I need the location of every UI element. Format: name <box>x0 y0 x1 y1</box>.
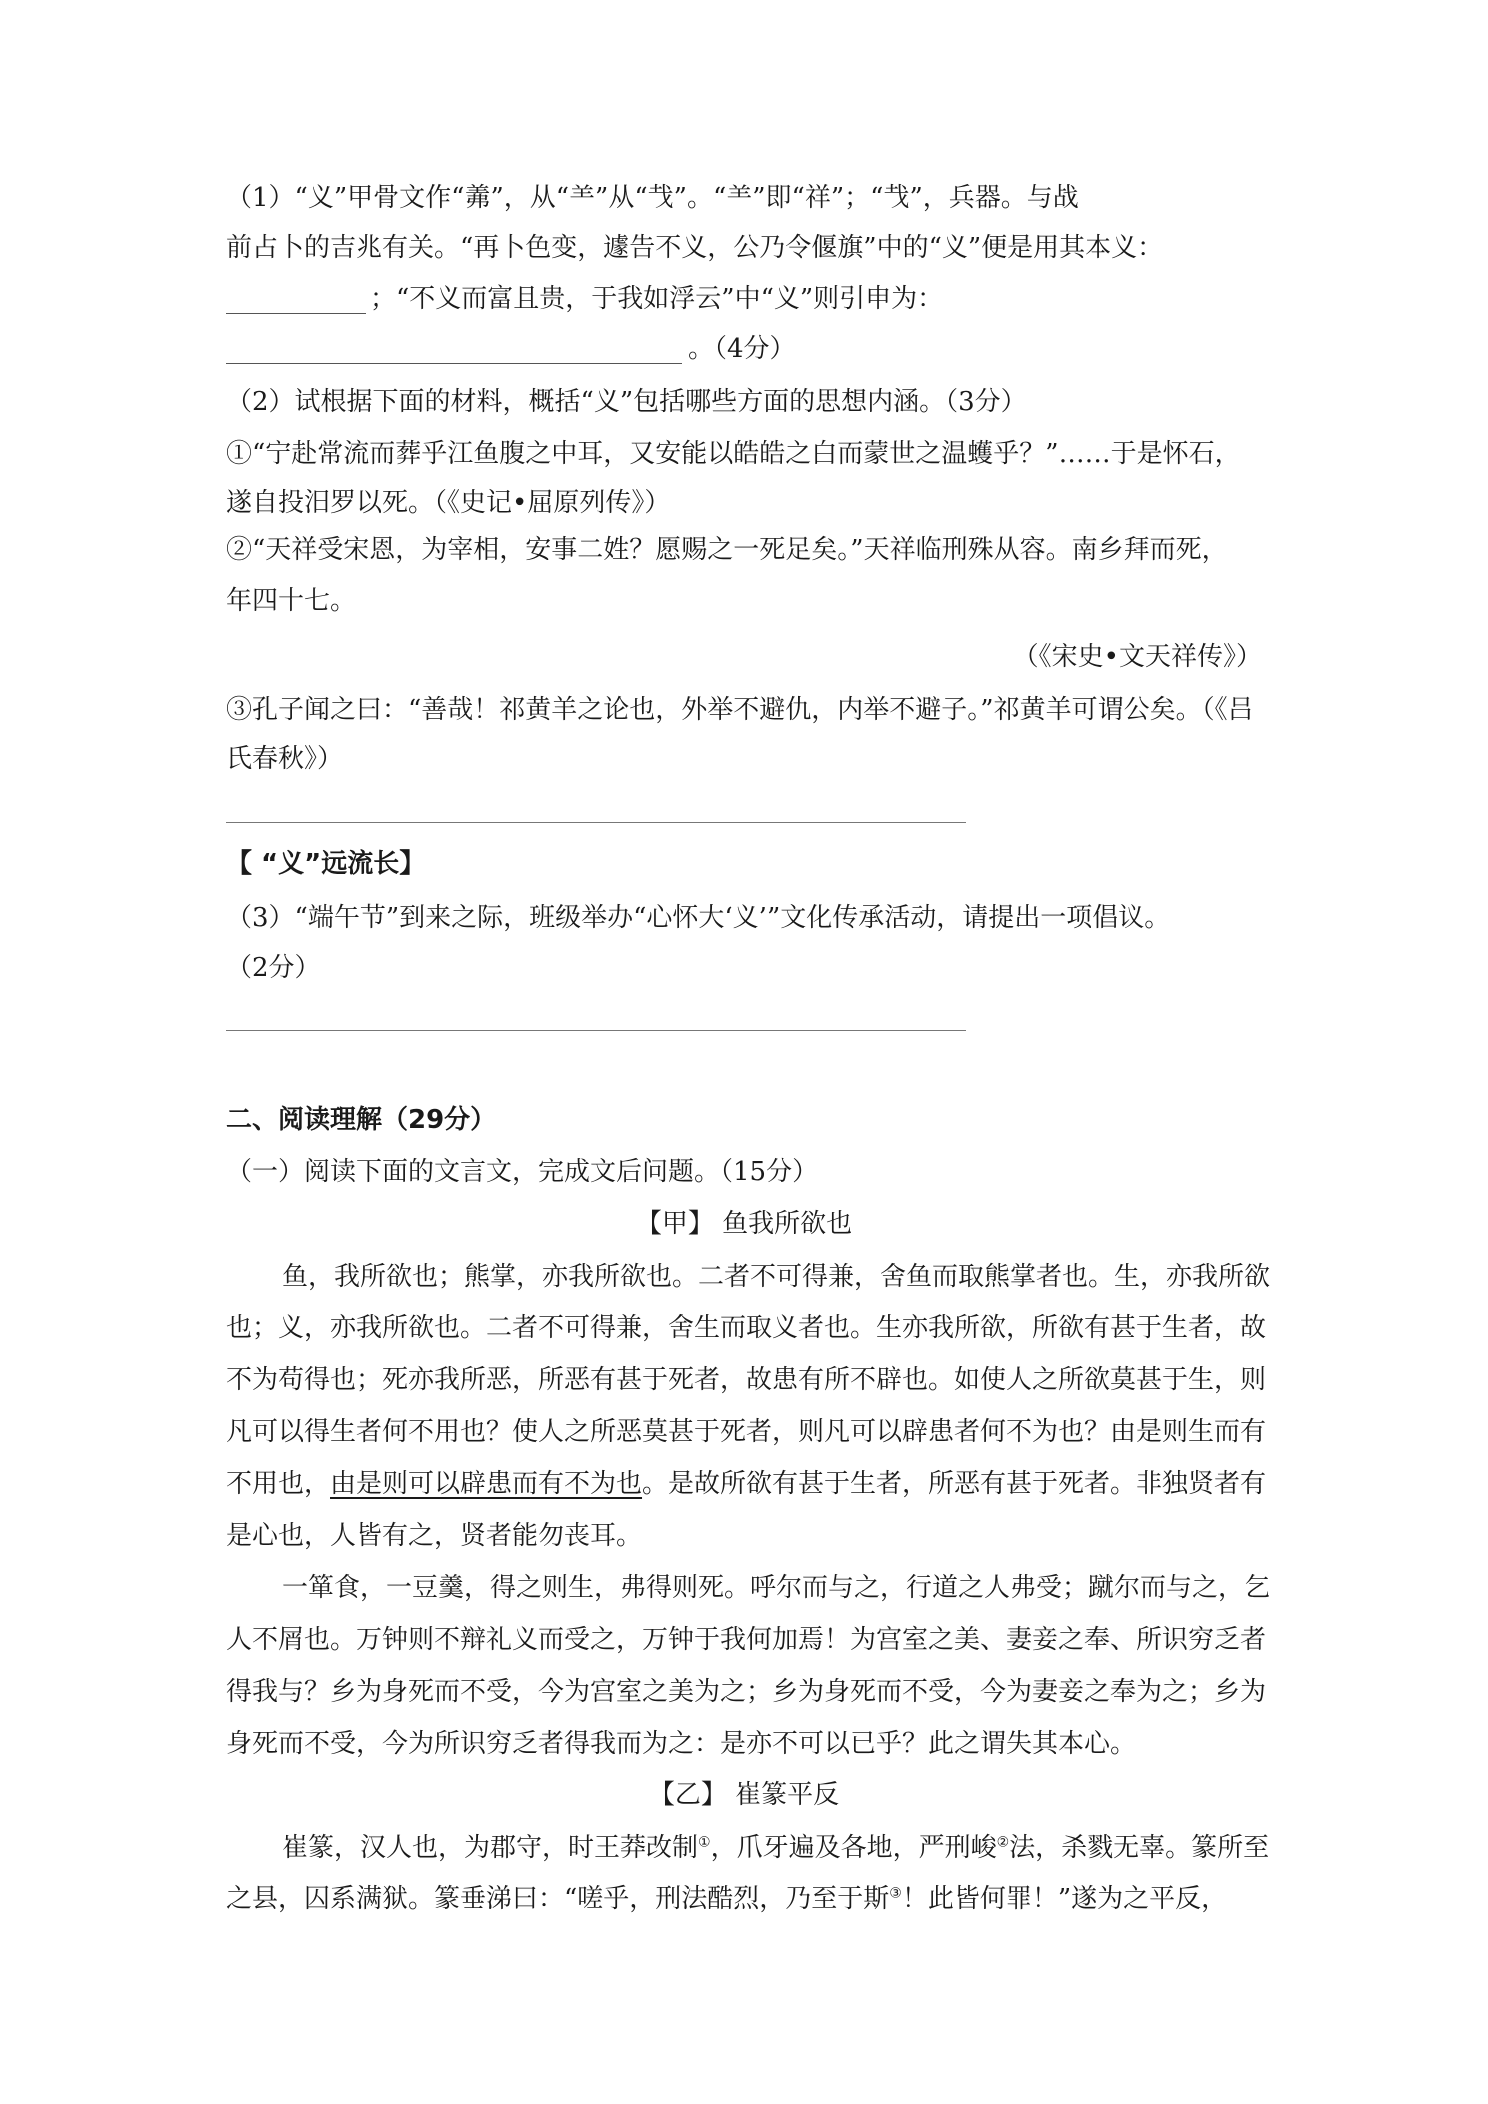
passage-text: 。是故所欲有甚于生者，所恶有甚于死者。非独贤者有 <box>642 1469 1267 1499</box>
q2-prompt: （2）试根据下面的材料，概括“义”包括哪些方面的思想内涵。（3分） <box>226 387 1027 417</box>
passage-jia-line: 人不屑也。万钟则不辩礼义而受之，万钟于我何加焉！为宫室之美、妻妾之奉、所识穷乏者 <box>226 1625 1267 1655</box>
passage-jia-line <box>226 1469 1266 1499</box>
q3-prompt: （2分） <box>226 953 321 983</box>
answer-blank-2[interactable] <box>226 363 682 364</box>
q1-text: ”，从“ <box>490 183 570 213</box>
q2-material-3: 氏春秋》） <box>226 744 344 774</box>
passage-yi-line <box>282 1833 1269 1863</box>
q1-line-4: 。（4分） <box>688 334 796 364</box>
passage-jia-line: 凡可以得生者何不用也？使人之所恶莫甚于死者，则凡可以辟患者何不为也？由是则生而有 <box>226 1417 1267 1447</box>
passage-text: 崔篆，汉人也，为郡守，时王莽改制 <box>282 1833 699 1863</box>
q2-material-1: ①“宁赴常流而葬乎江鱼腹之中耳，又安能以皓皓之白而蒙世之温蠖乎？”……于是怀石， <box>226 439 1241 469</box>
passage-jia-line: 一箪食，一豆羹，得之则生，弗得则死。呼尔而与之，行道之人弗受；蹴尔而与之，乞 <box>282 1573 1271 1603</box>
oracle-yang-glyph: ⺷ <box>726 183 753 213</box>
passage-yi-line <box>226 1884 1227 1914</box>
answer-line-q3[interactable] <box>226 1030 966 1031</box>
oracle-yi-glyph: 羛 <box>464 183 491 213</box>
passage-jia-line: 也；义，亦我所欲也。二者不可得兼，舍生而取义者也。生亦我所欲，所欲有甚于生者，故 <box>226 1313 1267 1343</box>
q1-text: （1）“义”甲骨文作“ <box>226 183 465 213</box>
underlined-sentence: 由是则可以辟患而有不为也 <box>330 1469 643 1499</box>
passage-jia-line: 鱼，我所欲也；熊掌，亦我所欲也。二者不可得兼，舍鱼而取熊掌者也。生，亦我所欲 <box>282 1262 1271 1292</box>
q3-prompt: （3）“端午节”到来之际，班级举办“心怀大‘义’”文化传承活动，请提出一项倡议。 <box>226 903 1171 933</box>
passage-jia-line: 得我与？乡为身死而不受，今为宫室之美为之；乡为身死而不受，今为妻妾之奉为之；乡为 <box>226 1677 1267 1707</box>
footnote-marker: ③ <box>889 1885 902 1902</box>
q1-line-1 <box>226 183 1079 213</box>
q2-material-2-source: （《宋史•文天祥传》） <box>1012 642 1262 672</box>
passage-yi-title: 【乙】 崔篆平反 <box>648 1780 840 1810</box>
answer-line-q2[interactable] <box>226 822 966 823</box>
q1-text: ”即“祥”；“ <box>752 183 884 213</box>
section-heading: 【 “义”远流长】 <box>226 849 426 879</box>
passage-jia-title: 【甲】 鱼我所欲也 <box>635 1209 853 1239</box>
passage-jia-line: 身死而不受，今为所识穷乏者得我而为之：是亦不可以已乎？此之谓失其本心。 <box>226 1729 1137 1759</box>
q1-line-3: ；“不义而富且贵，于我如浮云”中“义”则引申为： <box>370 284 944 314</box>
passage-text: ，爪牙遍及各地，严刑峻 <box>710 1833 997 1863</box>
part2-heading: 二、阅读理解（29分） <box>226 1105 497 1135</box>
oracle-wo-glyph: 𢦏 <box>647 183 674 213</box>
passage-text: ！此皆何罪！”遂为之平反， <box>901 1884 1228 1914</box>
passage-text: 不用也， <box>226 1469 331 1499</box>
footnote-marker: ① <box>698 1834 711 1851</box>
q1-line-2: 前占卜的吉兆有关。“再卜色变，遽告不义，公乃令偃旗”中的“义”便是用其本义： <box>226 233 1164 263</box>
q2-material-2: 年四十七。 <box>226 586 357 616</box>
q1-text: ”。“ <box>673 183 727 213</box>
part2-subheading: （一）阅读下面的文言文，完成文后问题。（15分） <box>226 1157 819 1187</box>
q1-text: ”，兵器。与战 <box>909 183 1079 213</box>
oracle-yang-glyph: ⺷ <box>569 183 596 213</box>
oracle-wo-glyph: 𢦏 <box>883 183 910 213</box>
q2-material-3: ③孔子闻之曰：“善哉！祁黄羊之论也，外举不避仇，内举不避子。”祁黄羊可谓公矣。（《吕 <box>226 695 1254 725</box>
footnote-marker: ② <box>996 1834 1010 1851</box>
passage-text: 之县，囚系满狱。篆垂涕曰：“嗟乎，刑法酷烈，乃至于斯 <box>226 1884 890 1914</box>
q1-text: ”从“ <box>595 183 648 213</box>
answer-blank-1[interactable] <box>226 313 366 314</box>
passage-jia-line: 是心也，人皆有之，贤者能勿丧耳。 <box>226 1521 643 1551</box>
passage-jia-line: 不为苟得也；死亦我所恶，所恶有甚于死者，故患有所不辟也。如使人之所欲莫甚于生，则 <box>226 1365 1267 1395</box>
passage-text: 法，杀戮无辜。篆所至 <box>1009 1833 1270 1863</box>
q2-material-1: 遂自投汨罗以死。（《史记•屈原列传》） <box>226 488 671 518</box>
q2-material-2: ②“天祥受宋恩，为宰相，安事二姓？愿赐之一死足矣。”天祥临刑殊从容。南乡拜而死， <box>226 535 1228 565</box>
